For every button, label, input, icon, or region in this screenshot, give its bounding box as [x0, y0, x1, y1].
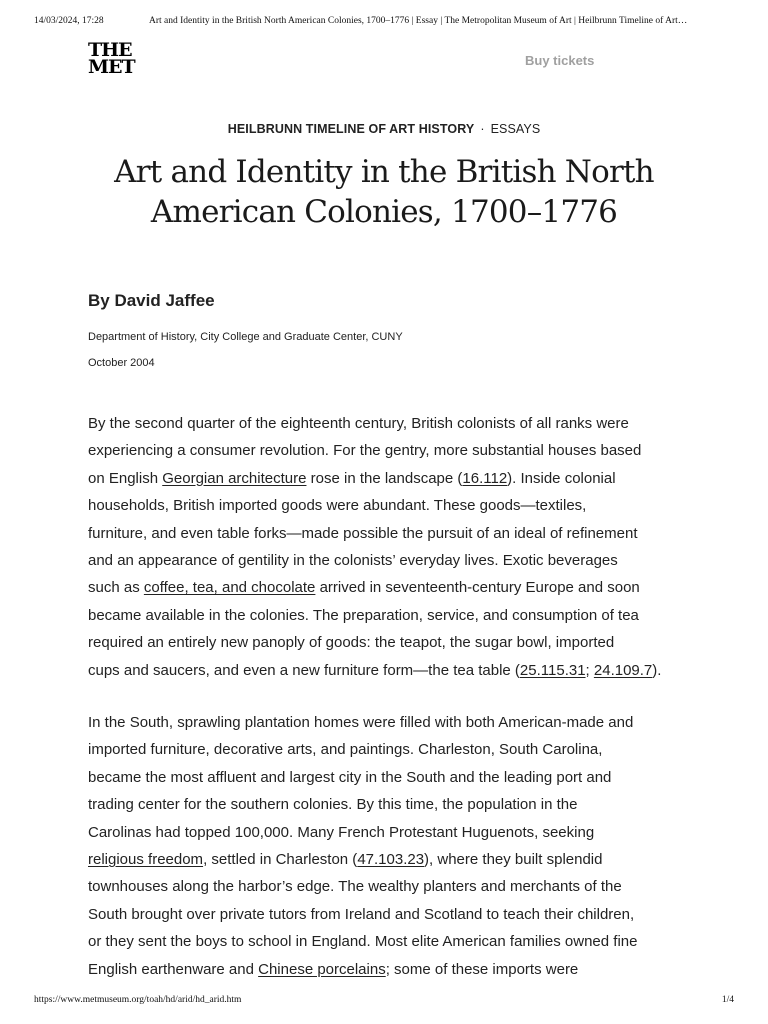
print-page-number: 1/4 [721, 995, 734, 1005]
print-document-title: Art and Identity in the British North American Colonies, 1700–1776 | Essay | The Metropolitan Museum of Art | Heilbrunn Timeline of Art… [149, 16, 688, 26]
text-run: ; [585, 661, 594, 679]
logo-line-met: MET [88, 56, 135, 78]
paragraph-line [88, 846, 684, 873]
article-paragraph-2 [88, 709, 684, 983]
print-datetime: 14/03/2024, 17:28 [34, 16, 104, 26]
article-paragraph-1 [88, 410, 684, 684]
paragraph-line: required an entirely new panoply of goods: the teapot, the sugar bowl, imported [88, 634, 615, 652]
text-run: ). Inside colonial [507, 469, 616, 487]
text-run: ), where they built splendid [424, 851, 603, 869]
print-url: https://www.metmuseum.org/toah/hd/arid/hd_arid.htm [34, 995, 242, 1005]
text-run: such as [88, 579, 144, 597]
buy-tickets-link[interactable]: Buy tickets [525, 53, 595, 68]
paragraph-line: townhouses along the harbor’s edge. The wealthy planters and merchants of the [88, 878, 622, 896]
link-artwork-25-115-31[interactable]: 25.115.31 [519, 661, 586, 679]
paragraph-line: became available in the colonies. The preparation, service, and consumption of tea [88, 606, 639, 624]
paragraph-line: Carolinas had topped 100,000. Many French Protestant Huguenots, seeking [88, 823, 595, 841]
text-run: on English [88, 469, 163, 487]
breadcrumb [0, 122, 768, 136]
paragraph-line: experiencing a consumer revolution. For the gentry, more substantial houses based [88, 442, 642, 460]
text-run: ; some of these imports were [385, 960, 579, 978]
met-logo[interactable] [88, 39, 135, 78]
link-chinese-porcelains[interactable]: Chinese porcelains [258, 960, 386, 978]
paragraph-line: trading center for the southern colonies. By this time, the population in the [88, 796, 578, 814]
paragraph-line [88, 657, 684, 684]
paragraph-line: or they sent the boys to school in England. Most elite American families owned fine [88, 933, 638, 951]
paragraph-line [88, 956, 684, 983]
paragraph-line: imported furniture, decorative arts, and paintings. Charleston, South Carolina, [88, 741, 603, 759]
publication-date: October 2004 [88, 357, 155, 369]
link-artwork-16-112[interactable]: 16.112 [462, 469, 508, 487]
text-run: cups and saucers, and even a new furniture form—the tea table ( [88, 661, 520, 679]
text-run: rose in the landscape ( [306, 469, 463, 487]
link-artwork-47-103-23[interactable]: 47.103.23 [357, 851, 425, 869]
paragraph-line: became the most affluent and largest city in the South and the leading port and [88, 768, 612, 786]
link-artwork-24-109-7[interactable]: 24.109.7 [593, 661, 653, 679]
paragraph-line: furniture, and even table forks—made possible the pursuit of an ideal of refinement [88, 524, 638, 542]
page-title [84, 152, 684, 232]
print-footer [34, 995, 734, 1005]
text-run: ). [652, 661, 662, 679]
text-run: arrived in seventeenth-century Europe and soon [315, 579, 640, 597]
breadcrumb-essays[interactable]: ESSAYS [490, 122, 541, 136]
breadcrumb-heilbrunn-timeline[interactable]: HEILBRUNN TIMELINE OF ART HISTORY [227, 122, 475, 136]
paragraph-line: South brought over private tutors from Ireland and Scotland to teach their children, [88, 905, 635, 923]
author-affiliation: Department of History, City College and Graduate Center, CUNY [88, 331, 403, 343]
paragraph-line [88, 574, 684, 601]
paragraph-line: and an appearance of gentility in the colonists’ everyday lives. Exotic beverages [88, 552, 618, 570]
link-religious-freedom[interactable]: religious freedom [88, 851, 204, 869]
paragraph-line: By the second quarter of the eighteenth century, British colonists of all ranks were [88, 415, 629, 432]
paragraph-line: In the South, sprawling plantation homes were filled with both American-made and [88, 714, 634, 731]
title-line-1: Art and Identity in the British North [114, 154, 654, 190]
breadcrumb-separator: · [480, 122, 485, 136]
text-run: , settled in Charleston ( [203, 851, 358, 869]
title-line-2: American Colonies, 1700–1776 [150, 194, 618, 230]
logo-line-the: THE [88, 39, 132, 61]
link-georgian-architecture[interactable]: Georgian architecture [162, 469, 307, 487]
text-run: English earthenware and [88, 960, 259, 978]
paragraph-line: households, British imported goods were abundant. These goods—textiles, [88, 497, 587, 515]
paragraph-line [88, 465, 684, 492]
author-byline: By David Jaffee [88, 291, 215, 310]
link-coffee-tea-chocolate[interactable]: coffee, tea, and chocolate [143, 579, 316, 597]
